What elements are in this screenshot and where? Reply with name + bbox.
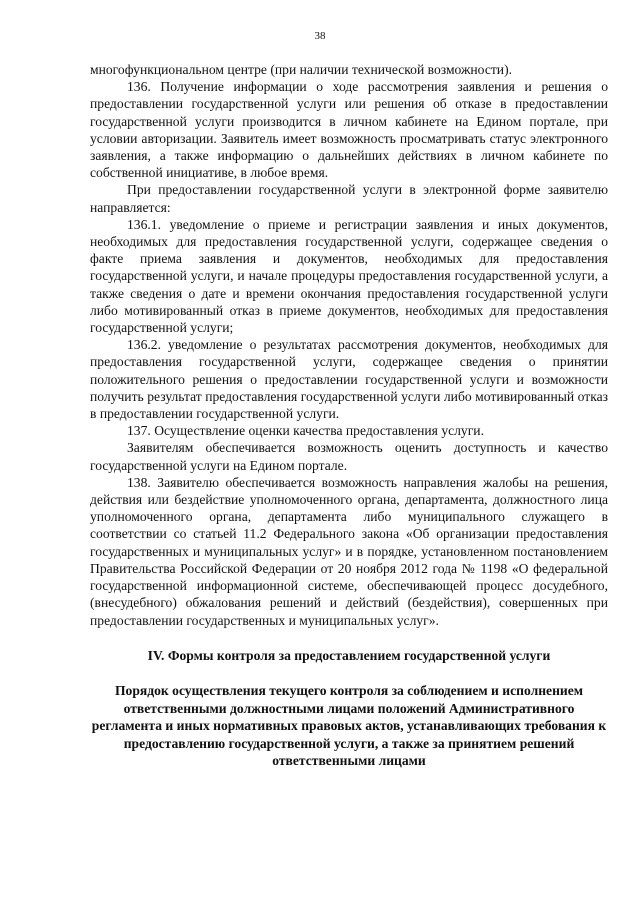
paragraph-138: 138. Заявителю обеспечивается возможность направления жалобы на решения, действия или бездействие уполномоченного органа, департамента, должностного лица уполномоченного органа, департамента либо муниципального служащего в соответствии со статьей 11.2 Федерального закона «Об организации предоставления государственных и муниципальных услуг» и в порядке, установленном постановлением Правительства Российской Федерации от 20 ноября 2012 года № 1198 «О федеральной государственной информационной системе, обеспечивающей процесс досудебного, (внесудебного) обжалования решений и действий (бездействия), совершенных при предоставлении государственных и муниципальных услуг». [90, 474, 608, 628]
paragraph-electronic-form: При предоставлении государственной услуги в электронной форме заявителю направляется: [90, 182, 608, 215]
page-number: 38 [314, 30, 326, 42]
paragraph-continuation: многофункциональном центре (при наличии технической возможности). [90, 62, 512, 77]
paragraph-applicants: Заявителям обеспечивается возможность оценить доступность и качество государственной услуги на Едином портале. [90, 440, 608, 473]
paragraph-136: 136. Получение информации о ходе рассмотрения заявления и решения о предоставлении государственной услуги или решения об отказе в предоставлении государственной услуги производится в личном кабинете на Едином портале, при условии авторизации. Заявитель имеет возможность просматривать статус электронного заявления, а также информацию о дальнейших действиях в личном кабинете по собственной инициативе, в любое время. [90, 79, 608, 181]
paragraph-136-1: 136.1. уведомление о приеме и регистрации заявления и иных документов, необходимых для предоставления государственной услуги, содержащее сведения о факте приема заявления и документов, необходимых для предоставления государственной услуги, и начале процедуры предоставления государственной услуги, а также сведения о дате и времени окончания предоставления государственной услуги либо мотивированный отказ в приеме документов, необходимых для предоставления государственной услуги; [90, 216, 608, 336]
document-body [90, 61, 608, 770]
paragraph-137: 137. Осуществление оценки качества предоставления услуги. [127, 423, 484, 439]
section-heading: IV. Формы контроля за предоставлением государственной услуги [147, 647, 551, 663]
paragraph-136-2: 136.2. уведомление о результатах рассмотрения документов, необходимых для предоставления государственной услуги, содержащее сведения о принятии положительного решения о предоставлении государственной услуги и возможности получить результат предоставления государственной услуги либо мотивированный отказ в предоставлении государственной услуги. [90, 337, 608, 422]
subsection-heading: Порядок осуществления текущего контроля за соблюдением и исполнением ответственными должностными лицами положений Административного регламента и иных нормативных правовых актов, устанавливающих требования к предоставлению государственной услуги, а также за принятием решений ответственными лицами [91, 682, 607, 769]
